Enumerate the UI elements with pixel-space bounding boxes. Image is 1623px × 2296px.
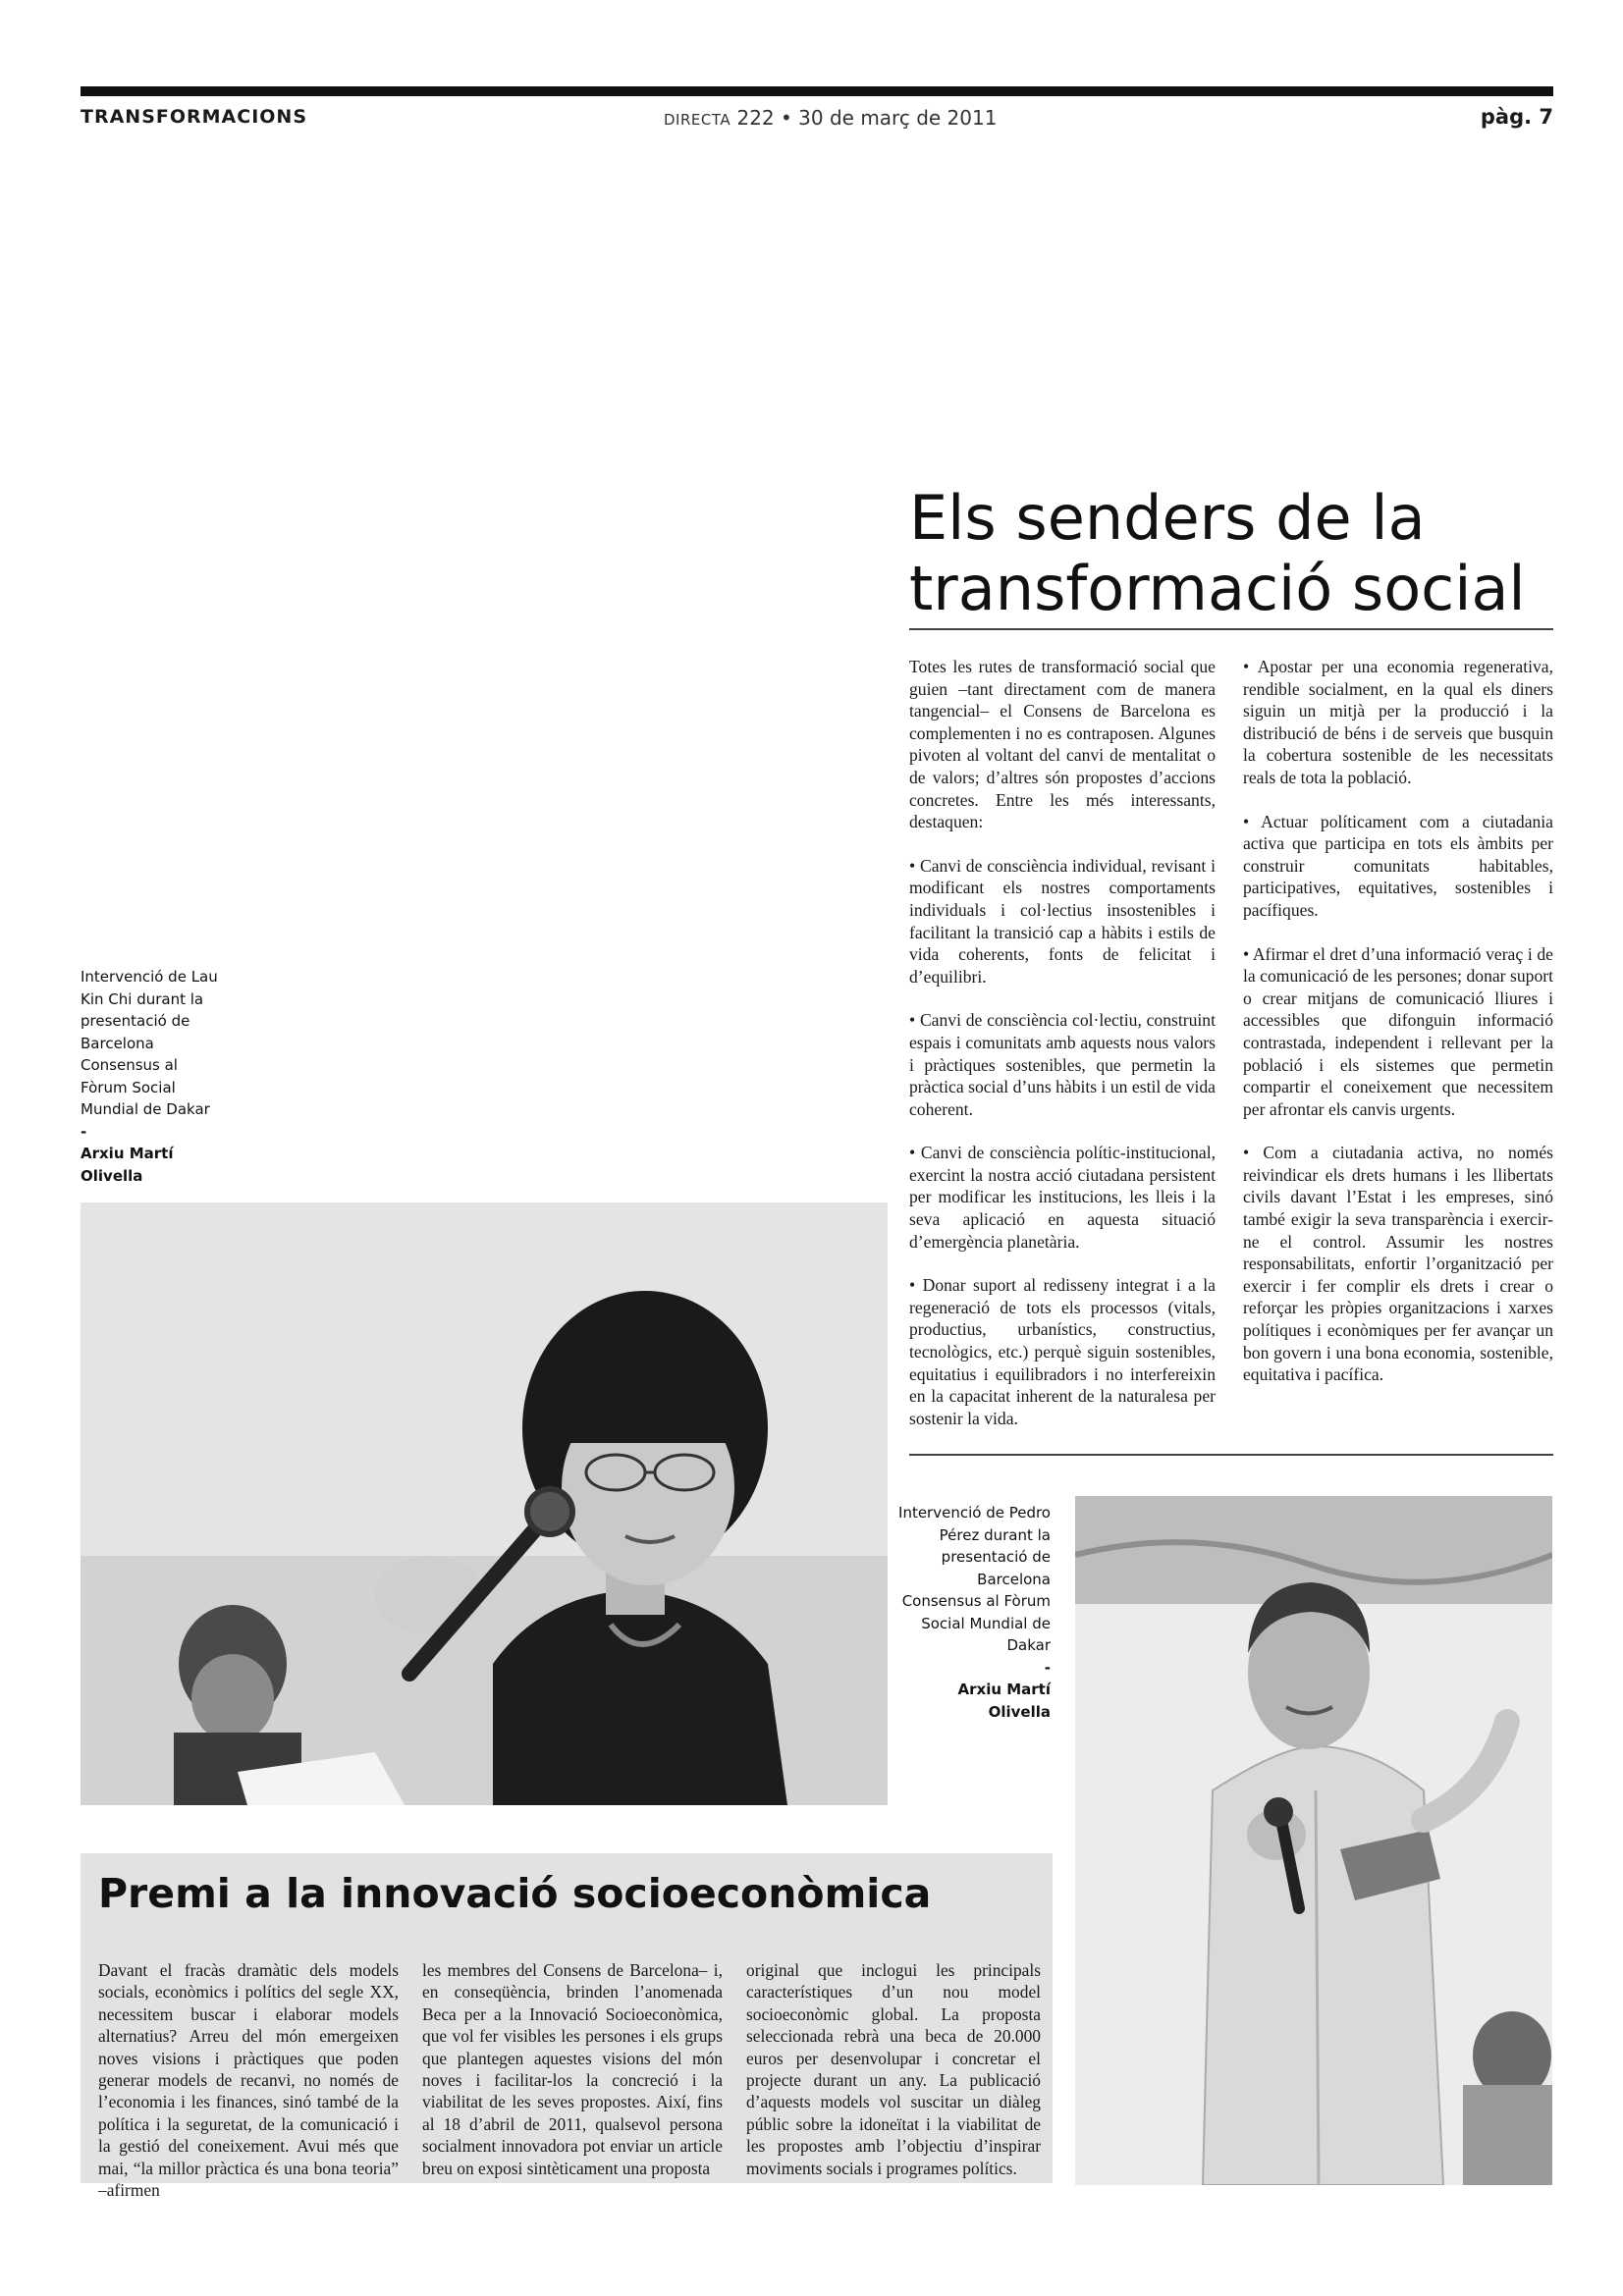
photo2-caption — [898, 1502, 1051, 1723]
award-box-column-3: original que inclogui les principals característiques d’un nou model socioeconòmic global. La proposta seleccionada rebrà una beca de 20.000 euros per desenvolupar i concretar el projecte durant un any. La publicació d’aquests models vol suscitar un diàleg públic sobre la idoneïtat i la viabilitat de les propostes amb l’objectiu d’inspirar moviments socials i programes polítics. — [746, 1960, 1041, 2178]
caption-credit: Arxiu Martí Olivella — [81, 1145, 174, 1185]
article-paragraph: • Canvi de consciència col·lectiu, construint espais i comunitats amb aquests nous valors i pràctiques sostenibles, que permetin la pràctica social d’uns hàbits i un estil de vida coherent. — [909, 1010, 1216, 1119]
award-box-column-2: les membres del Consens de Barcelona– i, en conseqüència, brinden l’anomenada Beca per a la Innovació Socioeconòmica, que vol fer visibles les persones i els grups que plantegen aquestes visions del món noves i facilitar-los la concreció i la viabilitat de les seves propostes. Així, fins al 18 d’abril de 2011, qualsevol persona socialment innovadora pot enviar un article breu on exposi sintèticament una proposta — [422, 1960, 723, 2178]
article-bottom-rule — [909, 1454, 1553, 1456]
article-paragraph: • Canvi de consciència individual, revisant i modificant els nostres comportaments individuals i col·lectius insostenibles i facilitant la transició cap a hàbits i estils de vida coherents, fonts de felicitat i d’equilibri. — [909, 855, 1216, 987]
caption-credit: Arxiu Martí Olivella — [957, 1681, 1051, 1721]
photo-lau-kin-chi — [81, 1202, 888, 1805]
header-rule — [81, 86, 1553, 96]
article-paragraph: • Afirmar el dret d’una informació veraç i de la comunicació de les persones; donar suport o crear mitjans de comunicació lliures i accessibles que difonguin informació contrastada, independent i rellevant per la població i els sistemes que permetin compartir el coneixement que necessitem per afrontar els canvis urgents. — [1243, 943, 1553, 1119]
article-column-2 — [1243, 656, 1553, 1408]
photo-illustration — [1075, 1496, 1552, 2185]
article-paragraph: • Actuar políticament com a ciutadania activa que participa en tots els àmbits per construir comunitats habitables, participatives, equitatives, sostenibles i pacífiques. — [1243, 811, 1553, 920]
article-title-line1: Els senders de la — [909, 482, 1426, 554]
caption-dash: - — [1044, 1658, 1051, 1677]
issue-line — [664, 106, 997, 130]
article-title-line2: transformació social — [909, 553, 1526, 624]
publication-name: DIRECTA — [664, 111, 731, 129]
award-box-column-1: Davant el fracàs dramàtic dels models socials, econòmics i polítics del segle XX, necessitem buscar i elaborar models alternatius? Arreu del món emergeixen noves visions i pràctiques que poden generar models de recanvi, no només de l’economia i les finances, sinó també de la política i la seguretat, de la comunicació i la gestió del coneixement. Avui més que mai, “la millor pràctica és una bona teoria” –afirmen — [98, 1960, 399, 2201]
award-box-title: Premi a la innovació socioeconòmica — [98, 1870, 932, 1917]
caption-text: Intervenció de Lau Kin Chi durant la presentació de Barcelona Consensus al Fòrum Social Mundial de Dakar — [81, 968, 218, 1118]
article-column-1 — [909, 656, 1216, 1451]
article-paragraph: • Apostar per una economia regenerativa, rendible socialment, en la qual els diners siguin un mitjà per la producció i la distribució de béns i de serveis que busquin la cobertura sostenible de les necessitats reals de tota la població. — [1243, 657, 1553, 787]
article-title — [909, 483, 1557, 624]
article-paragraph: Totes les rutes de transformació social que guien –tant directament com de manera tangencial– el Consens de Barcelona es complementen i no es contraposen. Algunes pivoten al voltant del canvi de mentalitat o de valors; d’altres són propostes d’accions concretes. Entre les més interessants, destaquen: — [909, 657, 1216, 832]
photo-illustration — [81, 1202, 888, 1805]
page-number: pàg. 7 — [1480, 105, 1553, 129]
article-paragraph: • Donar suport al redisseny integrat i a la regeneració de tots els processos (vitals, productius, urbanístics, constructius, tecnològics, etc.) perquè siguin sostenibles, equitatius i equilibradors i no interfereixin en la capacitat inherent de la naturalesa per sostenir la vida. — [909, 1275, 1216, 1428]
caption-dash: - — [81, 1122, 87, 1141]
article-paragraph: • Com a ciutadania activa, no només reivindicar els drets humans i les llibertats civils davant l’Estat i les empreses, sinó també exigir la seva transparència i exercir-ne el control. Assumir les nostres responsabilitats, enfortir l’organització per exercir i fer complir els drets i crear o reforçar les pròpies organitzacions i xarxes polítiques i econòmiques per fer avançar un bon govern i una bona economia, sostenible, equitativa i pacífica. — [1243, 1143, 1553, 1385]
headline-rule — [909, 628, 1553, 630]
caption-text: Intervenció de Pedro Pérez durant la presentació de Barcelona Consensus al Fòrum Social Mundial de Dakar — [898, 1504, 1051, 1654]
issue-date: 222 • 30 de març de 2011 — [736, 106, 998, 130]
photo-pedro-perez — [1075, 1496, 1552, 2185]
section-name: TRANSFORMACIONS — [81, 106, 308, 128]
photo1-caption — [81, 966, 218, 1187]
article-paragraph: • Canvi de consciència polític-institucional, exercint la nostra acció ciutadana persistent per modificar les institucions, les lleis i la seva aplicació en aquesta situació d’emergència planetària. — [909, 1143, 1216, 1252]
